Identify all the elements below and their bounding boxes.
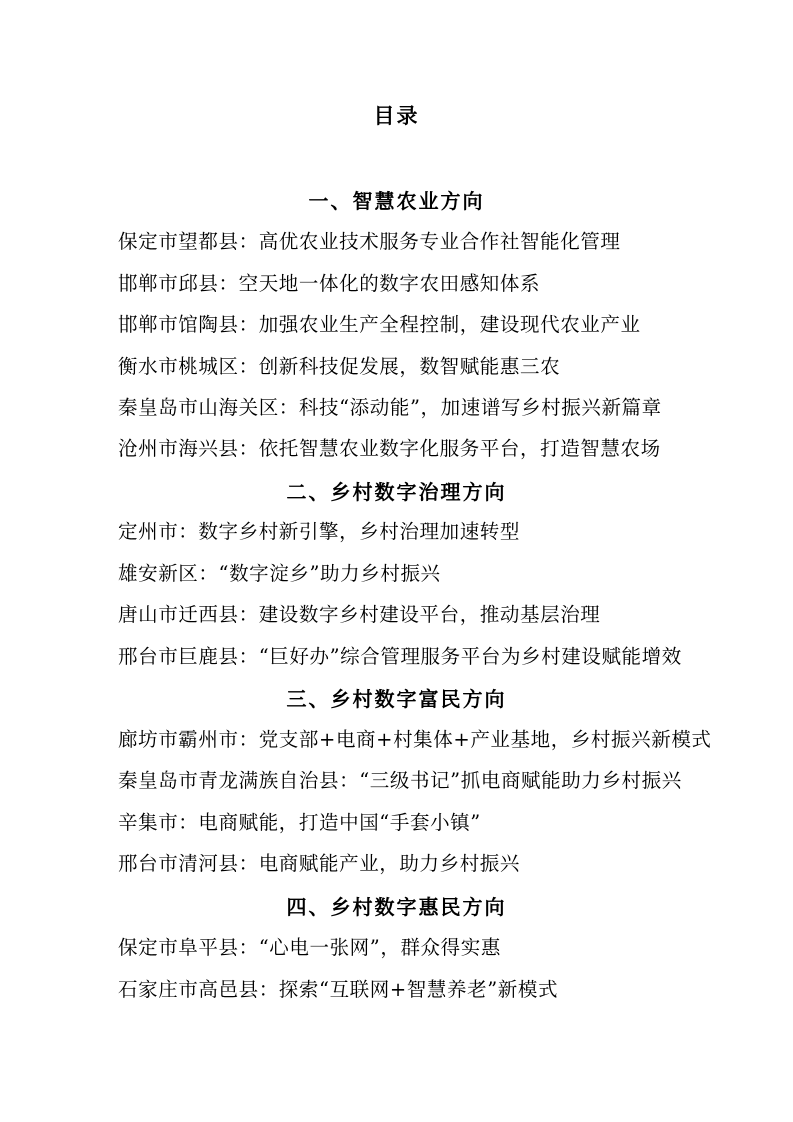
toc-entry: 唐山市迁西县：建设数字乡村建设平台，推动基层治理 (118, 603, 601, 626)
toc-title: 目录 (373, 103, 420, 128)
toc-entry: 衡水市桃城区：创新科技促发展，数智赋能惠三农 (118, 355, 561, 378)
toc-entry: 邢台市清河县：电商赋能产业，助力乡村振兴 (118, 852, 521, 875)
toc-entry: 石家庄市高邑县：探索“互联网+智慧养老”新模式 (118, 978, 559, 1001)
section-heading-rural-governance: 二、乡村数字治理方向 (286, 480, 507, 504)
toc-entry: 定州市：数字乡村新引擎，乡村治理加速转型 (118, 520, 521, 543)
section-heading-rural-benefit: 四、乡村数字惠民方向 (286, 895, 507, 919)
toc-entry: 邯郸市馆陶县：加强农业生产全程控制，建设现代农业产业 (118, 313, 641, 336)
section-heading-smart-agriculture: 一、智慧农业方向 (308, 189, 485, 213)
toc-entry: 保定市阜平县：“心电一张网”，群众得实惠 (118, 936, 501, 959)
section-heading-rural-enrichment: 三、乡村数字富民方向 (286, 687, 507, 711)
toc-entry: 雄安新区：“数字淀乡”助力乡村振兴 (118, 562, 441, 585)
toc-entry: 辛集市：电商赋能，打造中国“手套小镇” (118, 811, 481, 834)
toc-entry: 沧州市海兴县：依托智慧农业数字化服务平台，打造智慧农场 (118, 437, 661, 460)
toc-entry: 保定市望都县：高优农业技术服务专业合作社智能化管理 (118, 230, 621, 253)
toc-entry: 廊坊市霸州市：党支部+电商+村集体+产业基地，乡村振兴新模式 (118, 728, 712, 751)
toc-entry: 秦皇岛市山海关区：科技“添动能”，加速谱写乡村振兴新篇章 (118, 396, 662, 419)
toc-entry: 邯郸市邱县：空天地一体化的数字农田感知体系 (118, 272, 541, 295)
toc-entry: 秦皇岛市青龙满族自治县：“三级书记”抓电商赋能助力乡村振兴 (118, 769, 682, 792)
toc-entry: 邢台市巨鹿县：“巨好办”综合管理服务平台为乡村建设赋能增效 (118, 645, 682, 668)
